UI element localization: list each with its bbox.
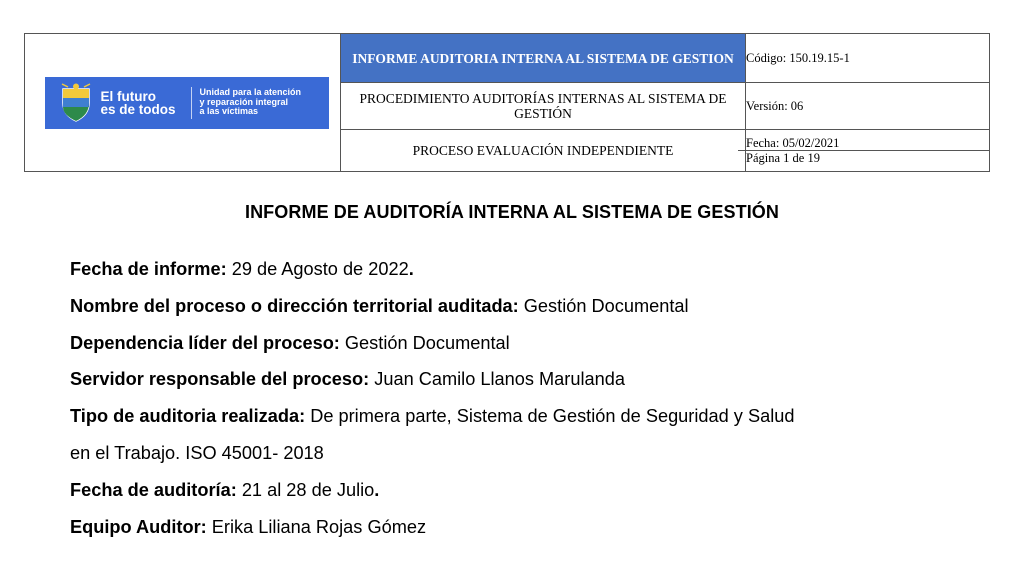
field-end: . bbox=[374, 479, 380, 500]
logo-slogan-line-2: es de todos bbox=[100, 101, 176, 117]
field-value: Erika Liliana Rojas Gómez bbox=[206, 516, 427, 537]
field-label: Tipo de auditoria realizada: bbox=[70, 406, 306, 427]
field-label: Equipo Auditor: bbox=[70, 516, 207, 537]
logo-divider bbox=[191, 87, 192, 119]
field-value: 21 al 28 de Julio bbox=[236, 479, 375, 500]
logo-entity-line-1: Unidad para la atención bbox=[199, 87, 302, 98]
logo-entity-line-2: y reparación integral bbox=[199, 96, 289, 107]
field-value: Gestión Documental bbox=[339, 332, 510, 353]
institution-logo bbox=[45, 77, 329, 129]
field-value: 29 de Agosto de 2022 bbox=[226, 259, 409, 279]
field-process-name bbox=[70, 288, 970, 325]
field-report-date bbox=[70, 251, 970, 288]
logo-entity-line-3: a las víctimas bbox=[199, 106, 259, 117]
logo-cell bbox=[25, 34, 341, 172]
field-value: De primera parte, Sistema de Gestión de Seguridad y Salud bbox=[305, 406, 795, 427]
field-value: en el Trabajo. ISO 45001- 2018 bbox=[70, 442, 324, 463]
logo-entity-name bbox=[200, 88, 302, 117]
field-audit-date bbox=[70, 472, 970, 509]
field-label: Servidor responsable del proceso: bbox=[70, 369, 370, 390]
logo-slogan bbox=[101, 90, 187, 116]
field-value: Gestión Documental bbox=[518, 295, 689, 316]
field-audit-type-continued bbox=[70, 435, 970, 472]
coat-of-arms-icon bbox=[59, 83, 93, 123]
field-audit-team bbox=[70, 509, 970, 546]
version-cell: Versión: 06 bbox=[746, 83, 990, 129]
date-label: Fecha: 05/02/2021 bbox=[746, 135, 840, 150]
procedure-title-cell: PROCEDIMIENTO AUDITORÍAS INTERNAS AL SISTEMA DE GESTIÓN bbox=[341, 83, 746, 129]
field-label: Nombre del proceso o dirección territorial auditada: bbox=[70, 295, 519, 316]
field-label: Fecha de auditoría: bbox=[70, 479, 237, 500]
date-page-cell bbox=[746, 129, 990, 171]
report-title-cell: INFORME AUDITORIA INTERNA AL SISTEMA DE GESTION bbox=[341, 34, 746, 83]
field-end: . bbox=[408, 259, 414, 279]
report-fields bbox=[70, 251, 970, 545]
logo-slogan-line-1: El futuro bbox=[100, 88, 156, 104]
field-audit-type bbox=[70, 398, 970, 435]
code-cell: Código: 150.19.15-1 bbox=[746, 34, 990, 83]
field-value: Juan Camilo Llanos Marulanda bbox=[369, 369, 625, 390]
document-header-table bbox=[24, 33, 990, 172]
field-label: Dependencia líder del proceso: bbox=[70, 332, 340, 353]
field-lead-dependency bbox=[70, 325, 970, 362]
document-title: INFORME DE AUDITORÍA INTERNA AL SISTEMA DE GESTIÓN bbox=[244, 202, 780, 222]
page-number-label: Página 1 de 19 bbox=[738, 150, 989, 165]
process-title-cell: PROCESO EVALUACIÓN INDEPENDIENTE bbox=[341, 129, 746, 171]
field-responsible-officer bbox=[70, 361, 970, 398]
field-label: Fecha de informe: bbox=[70, 259, 227, 279]
